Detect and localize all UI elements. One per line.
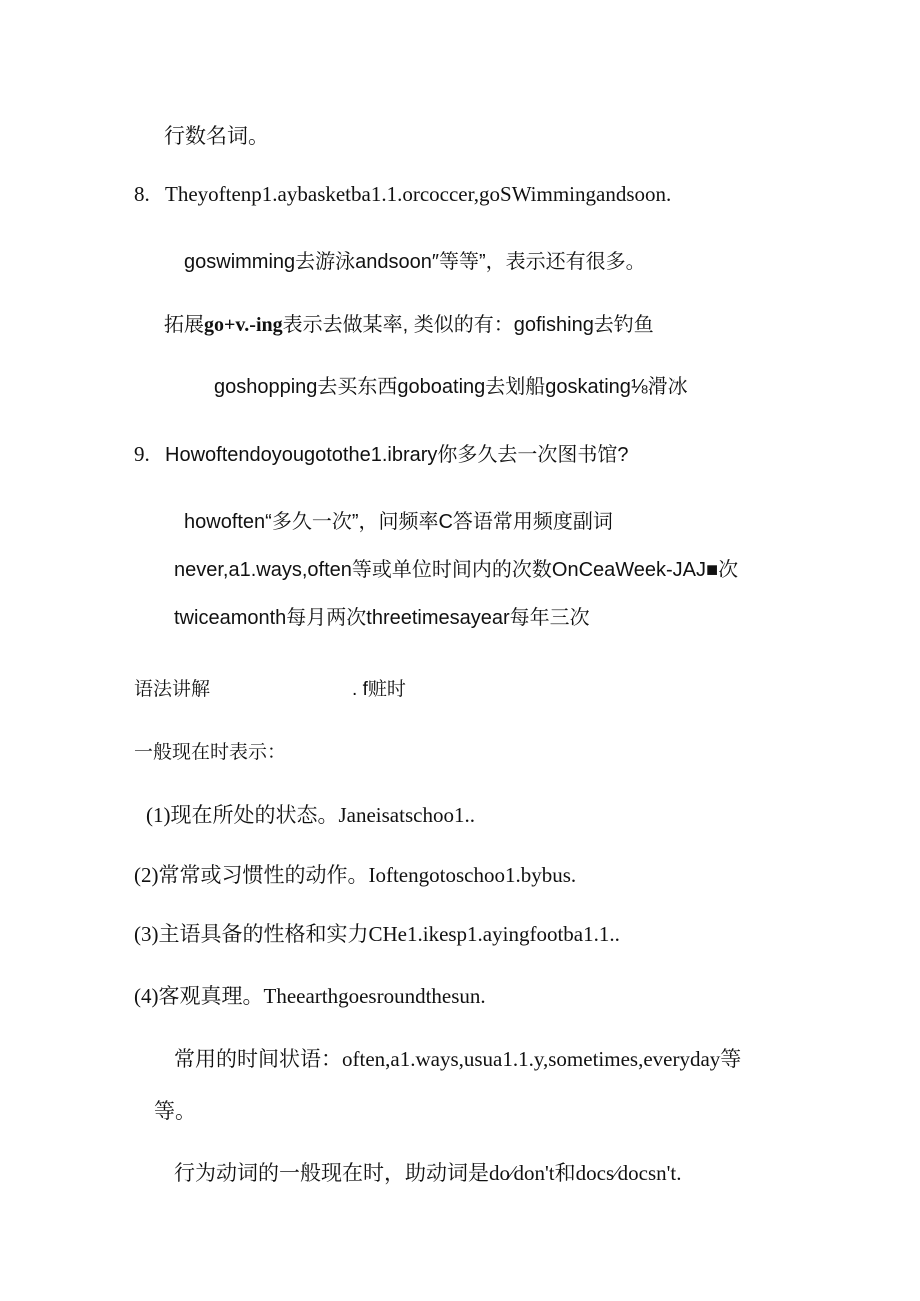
list-item-4: (4)客观真理。Theearthgoesroundthesun.	[134, 984, 486, 1008]
item-text: Theyoftenp1.aybasketba1.1.orcoccer,goSWimmingandsoon.	[165, 182, 672, 206]
section-heading	[134, 676, 406, 704]
text-line-17: 等。	[154, 1099, 196, 1123]
text-line-9: twiceamonth每月两次threetimesayear每年三次	[174, 607, 590, 629]
line-4-bold: go+v.-ing	[204, 314, 283, 336]
text-line-8: never,a1.ways,often等或单位时间内的次数OnCeaWeek-JAJ■次	[174, 559, 739, 581]
grammar-heading: 语法讲解	[134, 679, 211, 700]
text-line-7: howoften“多久一次”，问频率C答语常用频度副词	[184, 511, 613, 533]
line-4-suffix: 表示去做某率, 类似的有：gofishing去钓鱼	[282, 314, 654, 336]
item-9-line	[134, 440, 629, 469]
list-item-3: (3)主语具备的性格和实力CHe1.ikesp1.ayingfootba1.1..	[134, 922, 620, 946]
list-item-2: (2)常常或习惯性的动作。Ioftengotoschoo1.bybus.	[134, 863, 577, 887]
text-line-11: 一般现在时表示：	[134, 742, 287, 763]
item-8-line	[134, 180, 671, 208]
text-line-5: goshopping去买东西goboating去划船goskating⅛滑冰	[214, 376, 688, 398]
text-line-18: 行为动词的一般现在时，助动词是do∕don't和docs∕docsn't.	[174, 1161, 682, 1185]
text-line-3: goswimming去游泳andsoon″等等”，表示还有很多。	[184, 251, 646, 273]
item-number: 8.	[134, 182, 150, 206]
heading-note: . f赃时	[352, 679, 406, 700]
line-4-prefix: 拓展	[164, 314, 204, 336]
text-line-16: 常用的时间状语：often,a1.ways,usua1.1.y,sometimes,everyday等	[174, 1047, 742, 1071]
text-line-1: 行数名词。	[164, 124, 269, 148]
item-text: Howoftendoyougotothe1.ibrary你多久去一次图书馆?	[165, 444, 629, 466]
list-item-1: (1)现在所处的状态。Janeisatschoo1..	[146, 803, 475, 827]
text-line-4	[164, 311, 654, 339]
item-number: 9.	[134, 442, 150, 466]
